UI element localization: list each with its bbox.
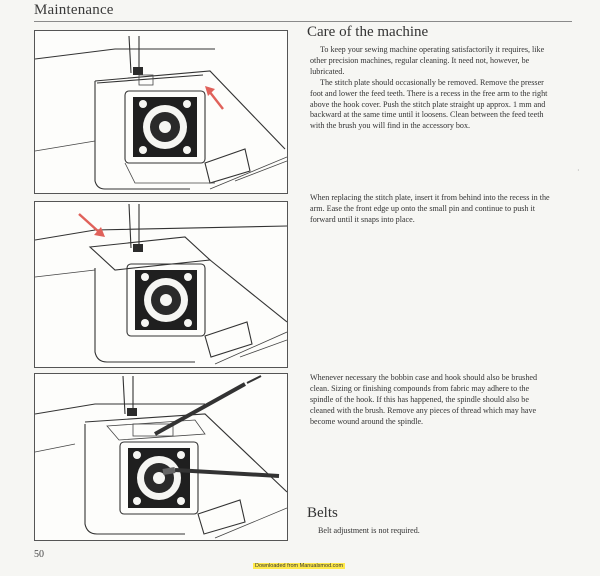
illustration-stitch-plate-replacement xyxy=(34,201,288,368)
footer-credit: Downloaded from Manualsmod.com xyxy=(255,563,344,569)
care-paragraph-text: Whenever necessary the bobbin case and hook should also be brushed clean. Sizing or finishing compounds from fabric may adhere to the spindle of the hook. If this has happened, the spindle should also be cleaned with the brush. Remove any pieces of thread which may have become wound around the spindle. xyxy=(310,373,538,426)
illustration-brushing-hook xyxy=(34,373,288,541)
care-heading: Care of the machine xyxy=(307,24,429,40)
care-paragraph-text: The stitch plate should occasionally be removed. Remove the presser foot and lower the feed teeth. There is a recess in the free arm to the right above the hook cover. Push the stitch plate straight up approx. 1 mm and backward at the same time until it loosens. Clean between the feed teeth with the brush you will find in the accessory box. xyxy=(310,77,548,131)
care-paragraph-text: To keep your sewing machine operating satisfactorily it requires, like other precision machines, regular cleaning. It need not, however, be lubricated. xyxy=(310,45,545,76)
presser-foot-icon xyxy=(133,244,143,252)
arrow-icon xyxy=(79,214,99,232)
presser-foot-icon xyxy=(127,408,137,416)
care-paragraph-brushing xyxy=(310,373,550,428)
header-rule xyxy=(34,21,572,22)
arrow-icon xyxy=(209,91,223,109)
brush-icon xyxy=(175,470,279,476)
belts-heading: Belts xyxy=(307,505,338,521)
care-paragraph-intro xyxy=(310,45,550,132)
illustration-stitch-plate-removal xyxy=(34,30,288,194)
edge-mark: · xyxy=(577,166,580,175)
belts-text: Belt adjustment is not required. xyxy=(318,526,420,535)
care-paragraph-text: When replacing the stitch plate, insert it from behind into the recess in the arm. Ease the front edge up onto the small pin and continue to push it forward until it snaps into place. xyxy=(310,193,550,224)
presser-foot-icon xyxy=(133,67,143,75)
page-number: 50 xyxy=(34,549,44,560)
section-header: Maintenance xyxy=(34,2,114,18)
care-paragraph-replacing xyxy=(310,193,550,226)
